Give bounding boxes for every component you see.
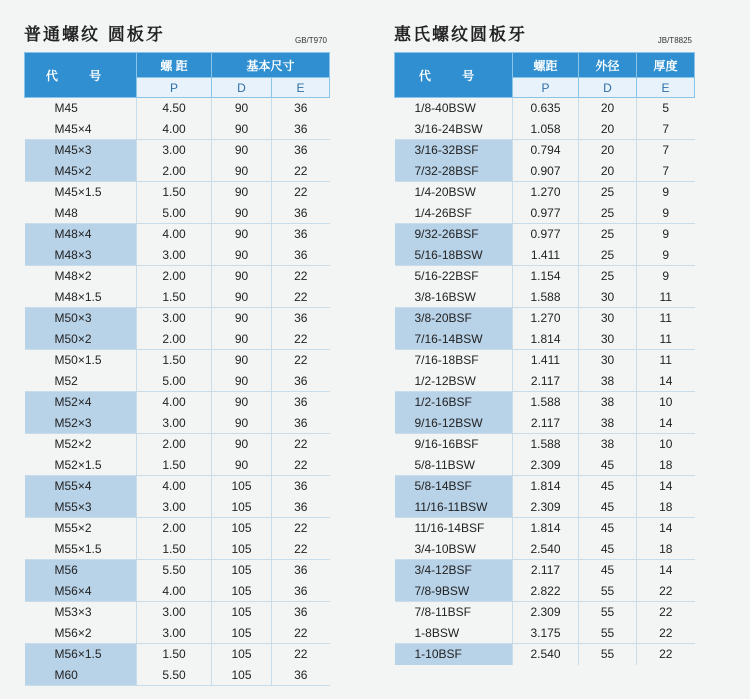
cell-pitch: 1.814	[513, 476, 579, 497]
cell-d: 25	[579, 266, 637, 287]
cell-e: 9	[637, 245, 695, 266]
table-row	[395, 98, 695, 119]
cell-e: 7	[637, 161, 695, 182]
table-row	[25, 266, 330, 287]
cell-code: 1/4-26BSF	[395, 203, 513, 224]
cell-d: 105	[212, 602, 272, 623]
cell-d: 25	[579, 224, 637, 245]
table-row	[25, 140, 330, 161]
header-p: P	[137, 78, 212, 98]
table-row	[395, 224, 695, 245]
cell-pitch: 3.00	[137, 497, 212, 518]
cell-code: M52	[25, 371, 137, 392]
table-row	[25, 518, 330, 539]
cell-code: 7/8-9BSW	[395, 581, 513, 602]
cell-pitch: 5.50	[137, 560, 212, 581]
cell-code: 11/16-11BSW	[395, 497, 513, 518]
table-row	[25, 245, 330, 266]
table-row	[25, 497, 330, 518]
cell-pitch: 0.635	[513, 98, 579, 119]
cell-e: 22	[637, 623, 695, 644]
cell-pitch: 1.270	[513, 308, 579, 329]
cell-d: 45	[579, 455, 637, 476]
cell-e: 36	[272, 602, 330, 623]
header-outer-diameter: 外径	[579, 53, 637, 78]
cell-pitch: 3.00	[137, 308, 212, 329]
cell-d: 105	[212, 539, 272, 560]
cell-pitch: 2.117	[513, 413, 579, 434]
cell-code: 5/8-14BSF	[395, 476, 513, 497]
cell-e: 9	[637, 266, 695, 287]
metric-thread-table	[24, 52, 330, 686]
table-row	[25, 308, 330, 329]
header-d: D	[579, 78, 637, 98]
cell-code: 7/16-18BSF	[414, 353, 479, 368]
header-code: 代 号	[25, 53, 137, 98]
cell-pitch: 2.00	[137, 161, 212, 182]
cell-code: M52×2	[54, 437, 92, 452]
cell-e: 22	[637, 602, 695, 623]
cell-d: 38	[579, 371, 637, 392]
cell-d: 90	[212, 350, 272, 371]
table-row	[395, 560, 695, 581]
cell-d: 55	[579, 581, 637, 602]
cell-e: 22	[637, 644, 695, 665]
cell-e: 22	[272, 350, 330, 371]
table-row	[25, 476, 330, 497]
table-row	[25, 350, 330, 371]
cell-d: 105	[212, 623, 272, 644]
standard-code: GB/T970	[294, 36, 327, 45]
table-row	[25, 371, 330, 392]
cell-e: 36	[272, 581, 330, 602]
table-row	[25, 119, 330, 140]
cell-code: 3/16-24BSW	[395, 119, 513, 140]
cell-d: 20	[579, 140, 637, 161]
cell-e: 36	[272, 665, 330, 686]
cell-d: 90	[212, 98, 272, 119]
cell-d: 38	[579, 434, 637, 455]
cell-e: 7	[637, 119, 695, 140]
table-row	[395, 644, 695, 665]
cell-pitch: 2.540	[513, 644, 579, 665]
header-basic-size: 基本尺寸	[212, 53, 330, 78]
cell-e: 14	[637, 413, 695, 434]
cell-code: 1/4-20BSW	[414, 185, 476, 200]
cell-e: 36	[272, 371, 330, 392]
cell-pitch: 5.50	[137, 665, 212, 686]
table-row	[395, 455, 695, 476]
cell-e: 11	[637, 329, 695, 350]
cell-e: 36	[272, 392, 330, 413]
cell-pitch: 1.814	[513, 329, 579, 350]
cell-code: M48×2	[54, 269, 92, 284]
cell-pitch: 4.50	[137, 98, 212, 119]
table-row	[25, 203, 330, 224]
cell-code: M56×2	[25, 623, 137, 644]
cell-pitch: 0.977	[513, 224, 579, 245]
cell-e: 22	[272, 518, 330, 539]
cell-code: 9/16-12BSW	[395, 413, 513, 434]
cell-code: M56	[25, 560, 137, 581]
cell-d: 30	[579, 287, 637, 308]
cell-d: 45	[579, 560, 637, 581]
table-row	[395, 602, 695, 623]
cell-e: 14	[637, 518, 695, 539]
cell-d: 90	[212, 266, 272, 287]
cell-code: 9/32-26BSF	[395, 224, 513, 245]
table-row	[395, 350, 695, 371]
cell-e: 22	[272, 644, 330, 665]
cell-code: 7/8-11BSF	[414, 605, 471, 620]
cell-code: M50×1.5	[54, 353, 102, 368]
table-row	[25, 560, 330, 581]
cell-e: 36	[272, 224, 330, 245]
cell-d: 105	[212, 644, 272, 665]
cell-pitch: 3.00	[137, 602, 212, 623]
table-row	[395, 140, 695, 161]
cell-pitch: 2.309	[513, 455, 579, 476]
cell-d: 45	[579, 518, 637, 539]
cell-e: 36	[272, 413, 330, 434]
cell-pitch: 1.058	[513, 119, 579, 140]
cell-code: 5/8-11BSW	[395, 455, 513, 476]
table-row	[395, 476, 695, 497]
cell-code: 3/4-12BSF	[395, 560, 513, 581]
cell-e: 22	[272, 623, 330, 644]
table-row	[395, 182, 695, 203]
header-thickness: 厚度	[637, 53, 695, 78]
cell-d: 90	[212, 203, 272, 224]
cell-pitch: 4.00	[137, 224, 212, 245]
cell-e: 14	[637, 371, 695, 392]
header-d: D	[212, 78, 272, 98]
cell-code: 1/2-12BSW	[395, 371, 513, 392]
cell-code: M52×1.5	[25, 455, 137, 476]
table-row	[25, 665, 330, 686]
cell-code: M45×1.5	[54, 185, 102, 200]
cell-e: 11	[637, 287, 695, 308]
table-row	[395, 161, 695, 182]
cell-d: 90	[212, 182, 272, 203]
cell-code: M52×4	[25, 392, 137, 413]
cell-d: 55	[579, 644, 637, 665]
table-row	[25, 434, 330, 455]
cell-e: 36	[272, 140, 330, 161]
header-pitch: 螺 距	[137, 53, 212, 78]
table-row	[395, 203, 695, 224]
cell-d: 90	[212, 434, 272, 455]
header-code: 代 号	[395, 53, 513, 98]
cell-code: M56×1.5	[25, 644, 137, 665]
cell-d: 90	[212, 140, 272, 161]
cell-d: 90	[212, 224, 272, 245]
cell-e: 14	[637, 476, 695, 497]
cell-pitch: 1.814	[513, 518, 579, 539]
cell-pitch: 2.309	[513, 602, 579, 623]
cell-code: 3/16-32BSF	[395, 140, 513, 161]
cell-pitch: 2.309	[513, 497, 579, 518]
cell-d: 90	[212, 455, 272, 476]
table-row	[25, 98, 330, 119]
table-title: 普通螺纹 圆板牙	[24, 25, 165, 45]
cell-d: 25	[579, 182, 637, 203]
table-row	[395, 308, 695, 329]
cell-code: M60	[25, 665, 137, 686]
cell-pitch: 3.175	[513, 623, 579, 644]
header-pitch: 螺距	[513, 53, 579, 78]
cell-e: 22	[272, 455, 330, 476]
cell-pitch: 2.00	[137, 434, 212, 455]
cell-e: 18	[637, 455, 695, 476]
cell-d: 90	[212, 119, 272, 140]
cell-d: 105	[212, 560, 272, 581]
table-row	[25, 455, 330, 476]
cell-e: 22	[272, 539, 330, 560]
standard-code: JB/T8825	[657, 36, 692, 45]
cell-pitch: 1.50	[137, 539, 212, 560]
cell-code: M56×4	[25, 581, 137, 602]
cell-d: 30	[579, 350, 637, 371]
cell-e: 36	[272, 203, 330, 224]
cell-code: M53×3	[54, 605, 92, 620]
cell-code: 7/16-14BSW	[395, 329, 513, 350]
cell-d: 55	[579, 623, 637, 644]
cell-code: M50×3	[25, 308, 137, 329]
cell-code: M55×2	[54, 521, 92, 536]
cell-code: M48×3	[25, 245, 137, 266]
cell-code: 1/2-16BSF	[395, 392, 513, 413]
cell-pitch: 5.00	[137, 371, 212, 392]
cell-pitch: 2.00	[137, 518, 212, 539]
cell-code: 3/8-20BSF	[395, 308, 513, 329]
table-row	[25, 539, 330, 560]
cell-pitch: 0.794	[513, 140, 579, 161]
cell-e: 22	[272, 287, 330, 308]
header-p: P	[513, 78, 579, 98]
cell-code: M45	[54, 101, 78, 116]
table-row	[395, 413, 695, 434]
table-row	[25, 392, 330, 413]
table-row	[25, 287, 330, 308]
cell-d: 55	[579, 602, 637, 623]
cell-pitch: 3.00	[137, 413, 212, 434]
cell-d: 20	[579, 98, 637, 119]
cell-code: 1/8-40BSW	[414, 101, 476, 116]
cell-d: 45	[579, 539, 637, 560]
cell-pitch: 4.00	[137, 392, 212, 413]
cell-pitch: 4.00	[137, 476, 212, 497]
table-row	[395, 287, 695, 308]
cell-e: 22	[272, 266, 330, 287]
cell-pitch: 1.270	[513, 182, 579, 203]
cell-pitch: 3.00	[137, 140, 212, 161]
cell-e: 10	[637, 392, 695, 413]
cell-pitch: 3.00	[137, 245, 212, 266]
cell-e: 36	[272, 119, 330, 140]
cell-e: 22	[637, 581, 695, 602]
cell-pitch: 0.977	[513, 203, 579, 224]
cell-code: M45×3	[25, 140, 137, 161]
whitworth-table-body	[395, 98, 695, 665]
cell-pitch: 1.50	[137, 287, 212, 308]
table-row	[395, 581, 695, 602]
cell-pitch: 4.00	[137, 581, 212, 602]
cell-e: 9	[637, 203, 695, 224]
cell-code: M52×3	[25, 413, 137, 434]
cell-code: 1-10BSF	[395, 644, 513, 665]
cell-d: 105	[212, 497, 272, 518]
cell-pitch: 3.00	[137, 623, 212, 644]
cell-d: 38	[579, 413, 637, 434]
cell-d: 45	[579, 476, 637, 497]
cell-e: 11	[637, 308, 695, 329]
header-e: E	[272, 78, 330, 98]
cell-pitch: 1.588	[513, 392, 579, 413]
cell-pitch: 4.00	[137, 119, 212, 140]
cell-e: 36	[272, 245, 330, 266]
cell-code: M48×1.5	[25, 287, 137, 308]
cell-pitch: 1.588	[513, 287, 579, 308]
cell-pitch: 1.411	[513, 350, 579, 371]
cell-code: M48	[25, 203, 137, 224]
table-row	[395, 266, 695, 287]
table-row	[395, 497, 695, 518]
cell-pitch: 2.00	[137, 266, 212, 287]
table-row	[25, 602, 330, 623]
cell-code: 5/16-18BSW	[395, 245, 513, 266]
cell-e: 10	[637, 434, 695, 455]
cell-e: 7	[637, 140, 695, 161]
metric-table-body	[25, 98, 330, 686]
cell-code: 7/32-28BSF	[395, 161, 513, 182]
cell-code: 3/8-16BSW	[395, 287, 513, 308]
cell-pitch: 1.411	[513, 245, 579, 266]
cell-d: 20	[579, 161, 637, 182]
cell-d: 90	[212, 392, 272, 413]
cell-code: M55×3	[25, 497, 137, 518]
cell-pitch: 2.117	[513, 560, 579, 581]
cell-d: 20	[579, 119, 637, 140]
cell-pitch: 1.50	[137, 644, 212, 665]
table-row	[25, 182, 330, 203]
cell-d: 90	[212, 371, 272, 392]
table-row	[395, 392, 695, 413]
cell-d: 90	[212, 245, 272, 266]
cell-code: M55×1.5	[25, 539, 137, 560]
table-row	[395, 434, 695, 455]
cell-d: 90	[212, 413, 272, 434]
table-row	[25, 644, 330, 665]
table-row	[25, 581, 330, 602]
cell-code: M45×2	[25, 161, 137, 182]
cell-e: 11	[637, 350, 695, 371]
cell-pitch: 2.117	[513, 371, 579, 392]
cell-d: 90	[212, 329, 272, 350]
cell-pitch: 1.50	[137, 455, 212, 476]
cell-e: 14	[637, 560, 695, 581]
table-row	[25, 161, 330, 182]
cell-e: 36	[272, 476, 330, 497]
cell-e: 22	[272, 434, 330, 455]
table-row	[395, 518, 695, 539]
cell-code: 11/16-14BSF	[414, 521, 485, 536]
cell-e: 22	[272, 161, 330, 182]
cell-pitch: 2.540	[513, 539, 579, 560]
cell-code: M50×2	[25, 329, 137, 350]
cell-pitch: 2.822	[513, 581, 579, 602]
header-e: E	[637, 78, 695, 98]
cell-d: 38	[579, 392, 637, 413]
cell-d: 105	[212, 581, 272, 602]
table-row	[25, 413, 330, 434]
cell-d: 105	[212, 665, 272, 686]
table-row	[395, 371, 695, 392]
cell-e: 36	[272, 98, 330, 119]
whitworth-thread-table	[394, 52, 695, 665]
cell-e: 36	[272, 497, 330, 518]
cell-e: 22	[272, 329, 330, 350]
cell-d: 30	[579, 308, 637, 329]
cell-d: 105	[212, 518, 272, 539]
cell-d: 105	[212, 476, 272, 497]
cell-code: 5/16-22BSF	[414, 269, 479, 284]
table-row	[395, 539, 695, 560]
cell-d: 90	[212, 308, 272, 329]
cell-pitch: 1.588	[513, 434, 579, 455]
cell-e: 36	[272, 560, 330, 581]
cell-code: 3/4-10BSW	[395, 539, 513, 560]
cell-e: 5	[637, 98, 695, 119]
cell-code: M55×4	[25, 476, 137, 497]
cell-pitch: 1.154	[513, 266, 579, 287]
cell-d: 90	[212, 287, 272, 308]
table-row	[25, 329, 330, 350]
table-title: 惠氏螺纹圆板牙	[394, 25, 527, 45]
cell-e: 36	[272, 308, 330, 329]
table-row	[395, 245, 695, 266]
cell-d: 25	[579, 203, 637, 224]
cell-d: 30	[579, 329, 637, 350]
cell-e: 22	[272, 182, 330, 203]
cell-d: 45	[579, 497, 637, 518]
table-row	[25, 224, 330, 245]
cell-d: 25	[579, 245, 637, 266]
table-row	[395, 623, 695, 644]
table-row	[395, 119, 695, 140]
cell-code: M45×4	[25, 119, 137, 140]
cell-e: 9	[637, 224, 695, 245]
cell-d: 90	[212, 161, 272, 182]
cell-pitch: 5.00	[137, 203, 212, 224]
cell-pitch: 0.907	[513, 161, 579, 182]
cell-code: 9/16-16BSF	[414, 437, 479, 452]
cell-pitch: 2.00	[137, 329, 212, 350]
table-row	[25, 623, 330, 644]
cell-e: 18	[637, 539, 695, 560]
table-row	[395, 329, 695, 350]
cell-e: 9	[637, 182, 695, 203]
cell-pitch: 1.50	[137, 350, 212, 371]
cell-pitch: 1.50	[137, 182, 212, 203]
cell-e: 18	[637, 497, 695, 518]
cell-code: M48×4	[25, 224, 137, 245]
cell-code: 1-8BSW	[395, 623, 513, 644]
